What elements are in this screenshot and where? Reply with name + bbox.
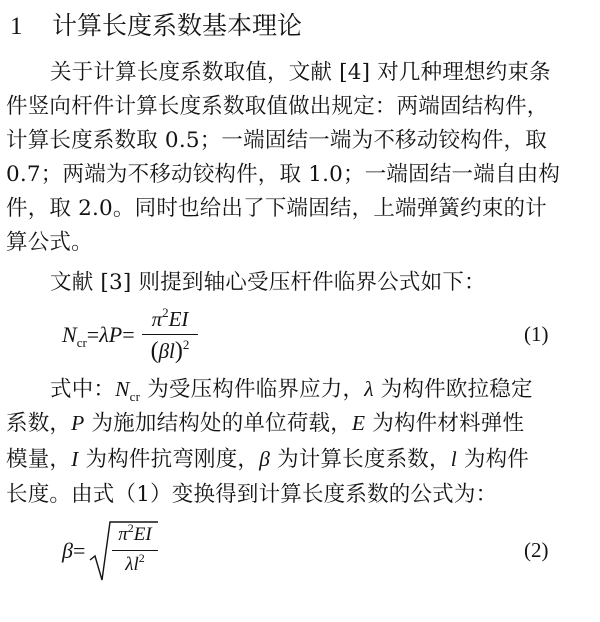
paragraph3-line-2: 系数，P 为施加结构处的单位荷载，E 为构件材料弹性 bbox=[6, 411, 525, 436]
equation-1-fraction-bar bbox=[142, 334, 198, 335]
paragraph1-line-4: 0.7；两端为不移动铰构件，取 1.0；一端固结一端自由构 bbox=[6, 162, 561, 187]
equation-1-denominator: $(\beta l)^2$ bbox=[150, 337, 190, 364]
section-number: 1 bbox=[10, 13, 23, 40]
equation-2-numerator: $\pi^2EI$ bbox=[118, 521, 152, 545]
paragraph3-line-4: 长度。由式（1）变换得到计算长度系数的公式为： bbox=[6, 482, 498, 507]
paragraph1-line-3: 计算长度系数取 0.5；一端固结一端为不移动铰构件，取 bbox=[6, 128, 547, 153]
equation-1-label: (1) bbox=[524, 322, 549, 346]
paragraph2-line: 文献 [3] 则提到轴心受压杆件临界公式如下： bbox=[50, 270, 486, 295]
equation-2-denominator: $\lambda l^2$ bbox=[125, 551, 145, 575]
section-heading bbox=[10, 8, 302, 45]
equation-1-lhs: $N_{cr}=\lambda P=$ bbox=[62, 322, 135, 350]
paragraph3-line-1: 式中：$N_{cr}$ 为受压构件临界应力，λ 为构件欧拉稳定 bbox=[50, 377, 533, 404]
equation-2-fraction-bar bbox=[112, 550, 158, 551]
equation-2-lhs: β= bbox=[62, 538, 86, 563]
paragraph1-line-5: 件，取 2.0。同时也给出了下端固结，上端弹簧约束的计 bbox=[6, 196, 547, 221]
paragraph1-line-2: 件竖向杆件计算长度系数取值做出规定：两端固结构件， bbox=[6, 94, 549, 119]
paragraph1-line-1: 关于计算长度系数取值，文献 [4] 对几种理想约束条 bbox=[50, 60, 551, 85]
paragraph3-line-3: 模量，I 为构件抗弯刚度，β 为计算长度系数，l 为构件 bbox=[6, 447, 530, 472]
equation-1-numerator: $\pi^2EI$ bbox=[151, 305, 189, 331]
equation-2-label: (2) bbox=[524, 538, 549, 562]
section-title: 计算长度系数基本理论 bbox=[52, 11, 303, 40]
paragraph1-line-6: 算公式。 bbox=[6, 230, 93, 255]
